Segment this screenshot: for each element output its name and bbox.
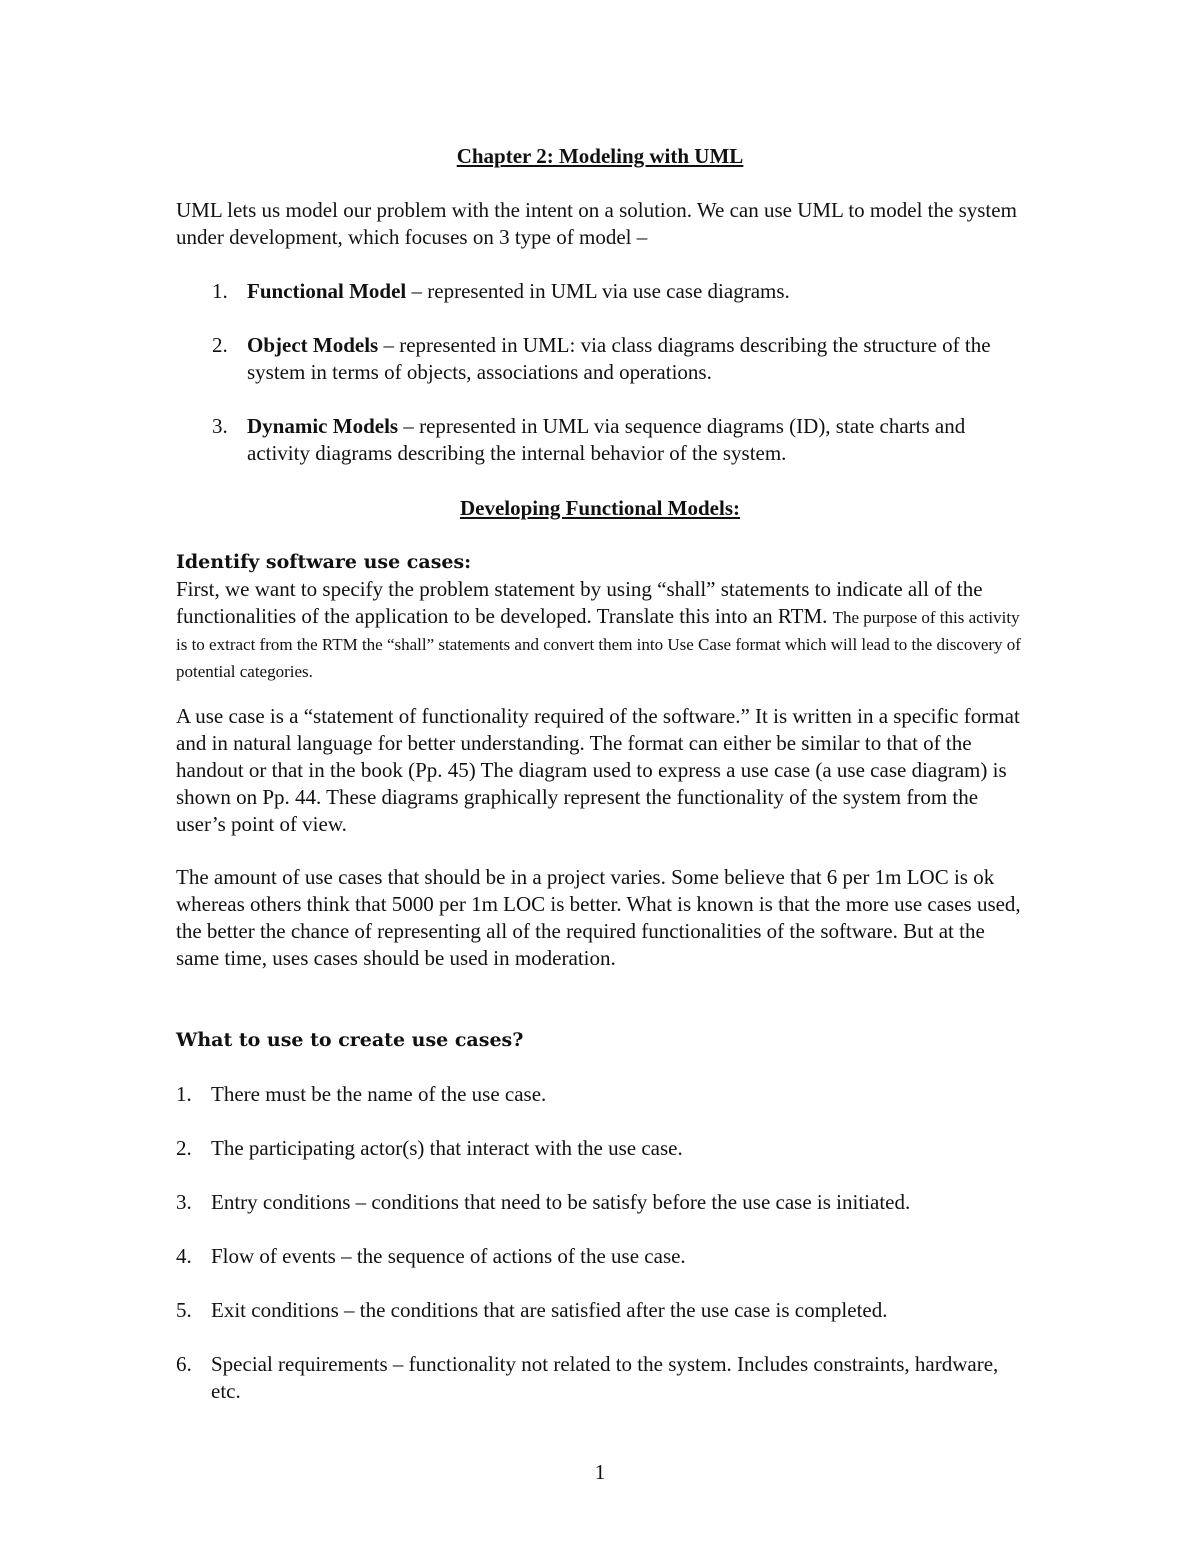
step-text: There must be the name of the use case. xyxy=(211,1082,547,1106)
usecase-paragraph: A use case is a “statement of functionality required of the software.” It is written in a specific format and in natural language for better understanding. The format can either be similar to that of the handout or that in the book (Pp. 45) The diagram used to express a use case (a use case diagram) is shown on Pp. 44. These diagrams graphically represent the functionality of the system from the user’s point of view. xyxy=(176,704,1020,836)
list-item-text xyxy=(247,332,1028,386)
identify-text: First, we want to specify the problem statement by using “shall” statements to indicate all of the functionalities of the application to be developed. Translate this into an RTM. xyxy=(176,577,983,628)
list-number: 6. xyxy=(176,1352,192,1376)
definition: – represented in UML: via class diagrams describing the structure of the system in terms of objects, associations and operations. xyxy=(247,333,991,384)
step-text: Flow of events – the sequence of actions of the use case. xyxy=(211,1244,686,1268)
list-item-text xyxy=(247,413,1028,467)
list-number: 3. xyxy=(176,1190,192,1214)
page-title xyxy=(0,143,1200,170)
page-title-text: Chapter 2: Modeling with UML xyxy=(456,144,744,168)
step-text: Entry conditions – conditions that need to be satisfy before the use case is initiated. xyxy=(211,1190,911,1214)
list-number: 1. xyxy=(176,1082,192,1106)
section-title xyxy=(0,495,1200,522)
step-text: Exit conditions – the conditions that are satisfied after the use case is completed. xyxy=(211,1298,888,1322)
list-number: 2. xyxy=(176,1136,192,1160)
term: Object Models xyxy=(247,333,379,357)
amount-paragraph: The amount of use cases that should be in a project varies. Some believe that 6 per 1m LOC is ok whereas others think that 5000 per 1m LOC is better. What is known is that the more use cases used, the better the chance of representing all of the required functionalities of the software. But at the same time, uses cases should be used in moderation. xyxy=(176,865,1021,970)
list-item-text xyxy=(247,278,1028,305)
identify-small-text: The purpose of this activity is to extract from the RTM the “shall” statements and convert them into Use Case format which will lead to the discovery of potential categories. xyxy=(176,608,1021,681)
step-text: Special requirements – functionality not related to the system. Includes constraints, hardware, etc. xyxy=(211,1352,999,1403)
identify-section xyxy=(176,549,1028,684)
list-number: 2. xyxy=(212,333,228,357)
definition: – represented in UML via use case diagrams. xyxy=(406,279,790,303)
page-number: 1 xyxy=(594,1460,606,1484)
list-number: 5. xyxy=(176,1298,192,1322)
definition: – represented in UML via sequence diagrams (ID), state charts and activity diagrams describing the internal behavior of the system. xyxy=(247,414,966,465)
list-number: 1. xyxy=(212,279,228,303)
step-text: The participating actor(s) that interact with the use case. xyxy=(211,1136,683,1160)
identify-paragraph xyxy=(176,576,1028,684)
term: Dynamic Models xyxy=(247,414,399,438)
intro-paragraph: UML lets us model our problem with the intent on a solution. We can use UML to model the system under development, which focuses on 3 type of model – xyxy=(176,198,1017,249)
term: Functional Model xyxy=(247,279,407,303)
list-number: 4. xyxy=(176,1244,192,1268)
identify-heading: Identify software use cases: xyxy=(176,551,472,573)
list-number: 3. xyxy=(212,414,228,438)
section-title-text: Developing Functional Models: xyxy=(459,496,740,520)
what-heading: What to use to create use cases? xyxy=(176,1029,524,1051)
